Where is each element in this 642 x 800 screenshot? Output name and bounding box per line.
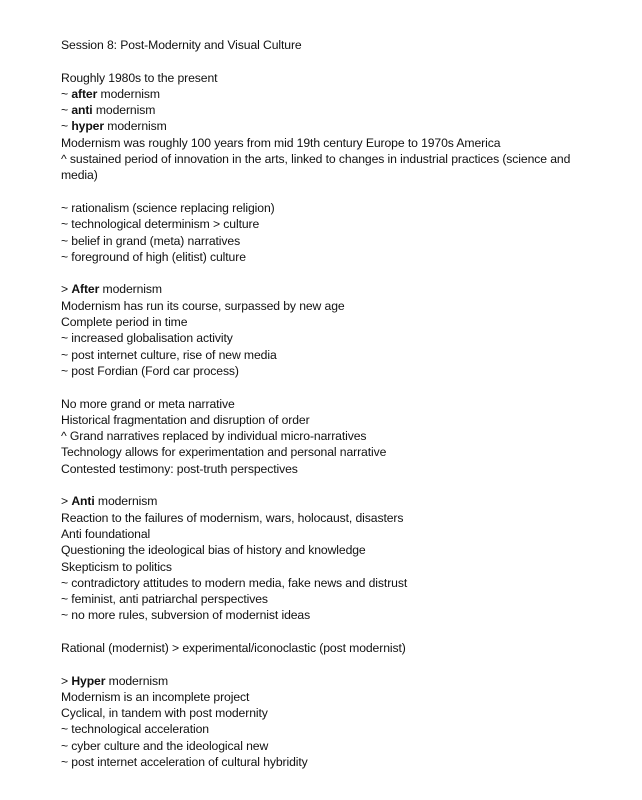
after-line: ~ post internet culture, rise of new media bbox=[61, 347, 277, 362]
spacer bbox=[61, 184, 601, 200]
comparison-line: Rational (modernist) > experimental/iconoclastic (post modernist) bbox=[61, 640, 406, 655]
hyper-heading bbox=[61, 673, 601, 689]
anti-line: ~ contradictory attitudes to modern media, fake news and distrust bbox=[61, 575, 408, 590]
innovation-note: ^ sustained period of innovation in the arts, linked to changes in industrial practices (science and media) bbox=[61, 152, 571, 183]
narrative-line: Technology allows for experimentation and personal narrative bbox=[61, 445, 387, 460]
spacer bbox=[61, 379, 601, 395]
hyper-line: ~ technological acceleration bbox=[61, 722, 209, 737]
anti-line: Questioning the ideological bias of history and knowledge bbox=[61, 543, 366, 558]
prefix-hyper-rest: modernism bbox=[104, 119, 167, 134]
prefix-marker: ~ bbox=[61, 86, 72, 101]
spacer bbox=[61, 265, 601, 281]
anti-line: ~ no more rules, subversion of modernist ideas bbox=[61, 608, 311, 623]
anti-line: Skepticism to politics bbox=[61, 559, 172, 574]
after-heading-rest: modernism bbox=[99, 282, 162, 297]
after-heading-term: After bbox=[71, 282, 100, 297]
prefix-after-line bbox=[61, 86, 601, 102]
document-title: Session 8: Post-Modernity and Visual Culture bbox=[61, 38, 302, 52]
after-line: Modernism has run its course, surpassed by new age bbox=[61, 298, 345, 313]
trait-line: ~ belief in grand (meta) narratives bbox=[61, 233, 241, 248]
modernism-definition: Modernism was roughly 100 years from mid 19th century Europe to 1970s America bbox=[61, 135, 501, 150]
prefix-marker: ~ bbox=[61, 103, 72, 118]
prefix-hyper-term: hyper bbox=[71, 119, 105, 134]
anti-heading-term: Anti bbox=[71, 494, 95, 509]
hyper-heading-rest: modernism bbox=[105, 673, 169, 688]
prefix-anti-rest: modernism bbox=[92, 103, 156, 118]
narrative-line: No more grand or meta narrative bbox=[61, 396, 235, 411]
hyper-line: Cyclical, in tandem with post modernity bbox=[61, 706, 268, 721]
heading-marker: > bbox=[61, 282, 72, 297]
spacer bbox=[61, 624, 601, 640]
trait-line: ~ rationalism (science replacing religion) bbox=[61, 200, 275, 215]
heading-marker: > bbox=[61, 494, 72, 509]
prefix-hyper-line bbox=[61, 118, 601, 134]
narrative-line: Contested testimony: post-truth perspectives bbox=[61, 461, 298, 476]
hyper-line: Modernism is an incomplete project bbox=[61, 689, 250, 704]
heading-marker: > bbox=[61, 673, 72, 688]
prefix-after-term: after bbox=[71, 86, 98, 101]
anti-heading-rest: modernism bbox=[94, 494, 158, 509]
spacer bbox=[61, 656, 601, 672]
period-line: Roughly 1980s to the present bbox=[61, 70, 218, 85]
after-line: Complete period in time bbox=[61, 315, 188, 330]
prefix-marker: ~ bbox=[61, 119, 72, 134]
after-line: ~ increased globalisation activity bbox=[61, 331, 233, 346]
hyper-line: ~ cyber culture and the ideological new bbox=[61, 738, 269, 753]
spacer bbox=[61, 477, 601, 493]
hyper-line: ~ post internet acceleration of cultural hybridity bbox=[61, 755, 308, 770]
document-body bbox=[61, 37, 601, 770]
trait-line: ~ foreground of high (elitist) culture bbox=[61, 249, 246, 264]
after-line: ~ post Fordian (Ford car process) bbox=[61, 363, 239, 378]
prefix-anti-line bbox=[61, 102, 601, 118]
anti-line: ~ feminist, anti patriarchal perspectives bbox=[61, 592, 268, 607]
prefix-anti-term: anti bbox=[71, 103, 93, 118]
anti-line: Reaction to the failures of modernism, wars, holocaust, disasters bbox=[61, 510, 404, 525]
anti-line: Anti foundational bbox=[61, 526, 151, 541]
spacer bbox=[61, 53, 601, 69]
narrative-line: ^ Grand narratives replaced by individual micro-narratives bbox=[61, 429, 367, 444]
hyper-heading-term: Hyper bbox=[71, 673, 106, 688]
prefix-after-rest: modernism bbox=[97, 86, 160, 101]
narrative-line: Historical fragmentation and disruption of order bbox=[61, 412, 310, 427]
trait-line: ~ technological determinism > culture bbox=[61, 217, 260, 232]
after-heading bbox=[61, 281, 601, 297]
anti-heading bbox=[61, 493, 601, 509]
